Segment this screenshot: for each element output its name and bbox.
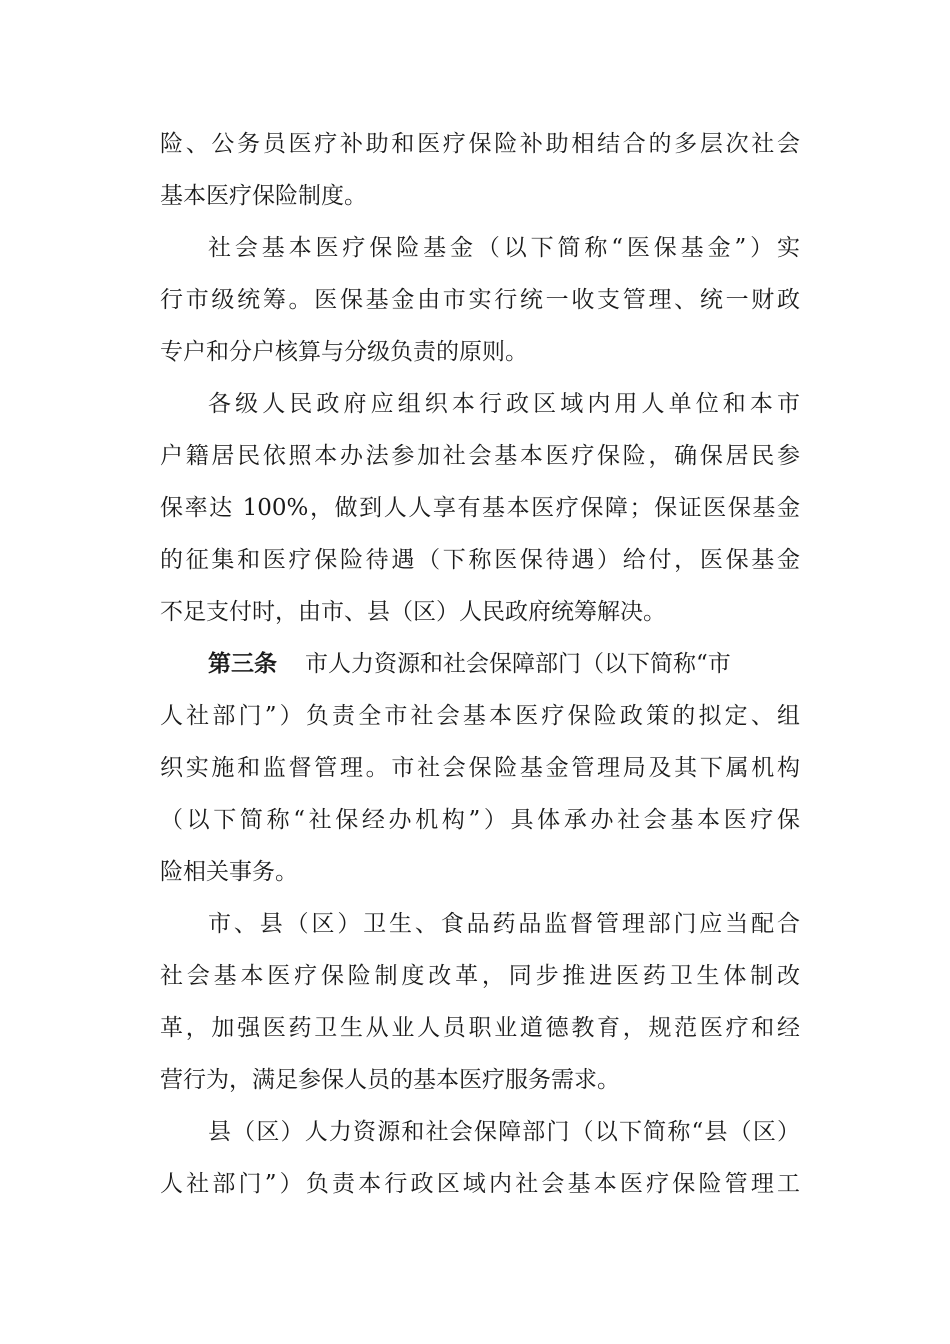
text-line: 人社部门”）负责本行政区域内社会基本医疗保险管理工 <box>160 1171 800 1197</box>
text-line: 各级人民政府应组织本行政区域内用人单位和本市 <box>208 391 800 417</box>
text-line: 行市级统筹。医保基金由市实行统一收支管理、统一财政 <box>160 287 800 313</box>
text-line: 人社部门”）负责全市社会基本医疗保险政策的拟定、组 <box>160 703 800 729</box>
text-line: 的征集和医疗保险待遇（下称医保待遇）给付，医保基金 <box>160 547 800 573</box>
text-line: 社会基本医疗保险基金（以下简称“医保基金”）实 <box>208 235 800 261</box>
article-line <box>208 648 800 680</box>
text-line: 专户和分户核算与分级负责的原则。 <box>160 339 528 365</box>
text-line: 革，加强医药卫生从业人员职业道德教育，规范医疗和经 <box>160 1015 800 1041</box>
text-line: 险、公务员医疗补助和医疗保险补助相结合的多层次社会 <box>160 131 800 157</box>
text-line: 基本医疗保险制度。 <box>160 183 367 209</box>
text-line: （以下简称“社保经办机构”）具体承办社会基本医疗保 <box>160 807 800 833</box>
text-line: 市、县（区）卫生、食品药品监督管理部门应当配合 <box>208 911 800 937</box>
text-line: 县（区）人力资源和社会保障部门（以下简称“县（区） <box>208 1119 800 1145</box>
text-line: 社会基本医疗保险制度改革，同步推进医药卫生体制改 <box>160 963 800 989</box>
text-line: 市人力资源和社会保障部门（以下简称“市 <box>305 651 731 677</box>
text-line: 织实施和监督管理。市社会保险基金管理局及其下属机构 <box>160 755 800 781</box>
text-line: 户籍居民依照本办法参加社会基本医疗保险，确保居民参 <box>160 443 800 469</box>
text-line: 不足支付时，由市、县（区）人民政府统筹解决。 <box>160 599 666 625</box>
text-line: 险相关事务。 <box>160 859 298 885</box>
text-line: 保率达 100%，做到人人享有基本医疗保障；保证医保基金 <box>160 495 800 521</box>
article-label: 第三条 <box>208 650 277 677</box>
text-line: 营行为，满足参保人员的基本医疗服务需求。 <box>160 1067 620 1093</box>
